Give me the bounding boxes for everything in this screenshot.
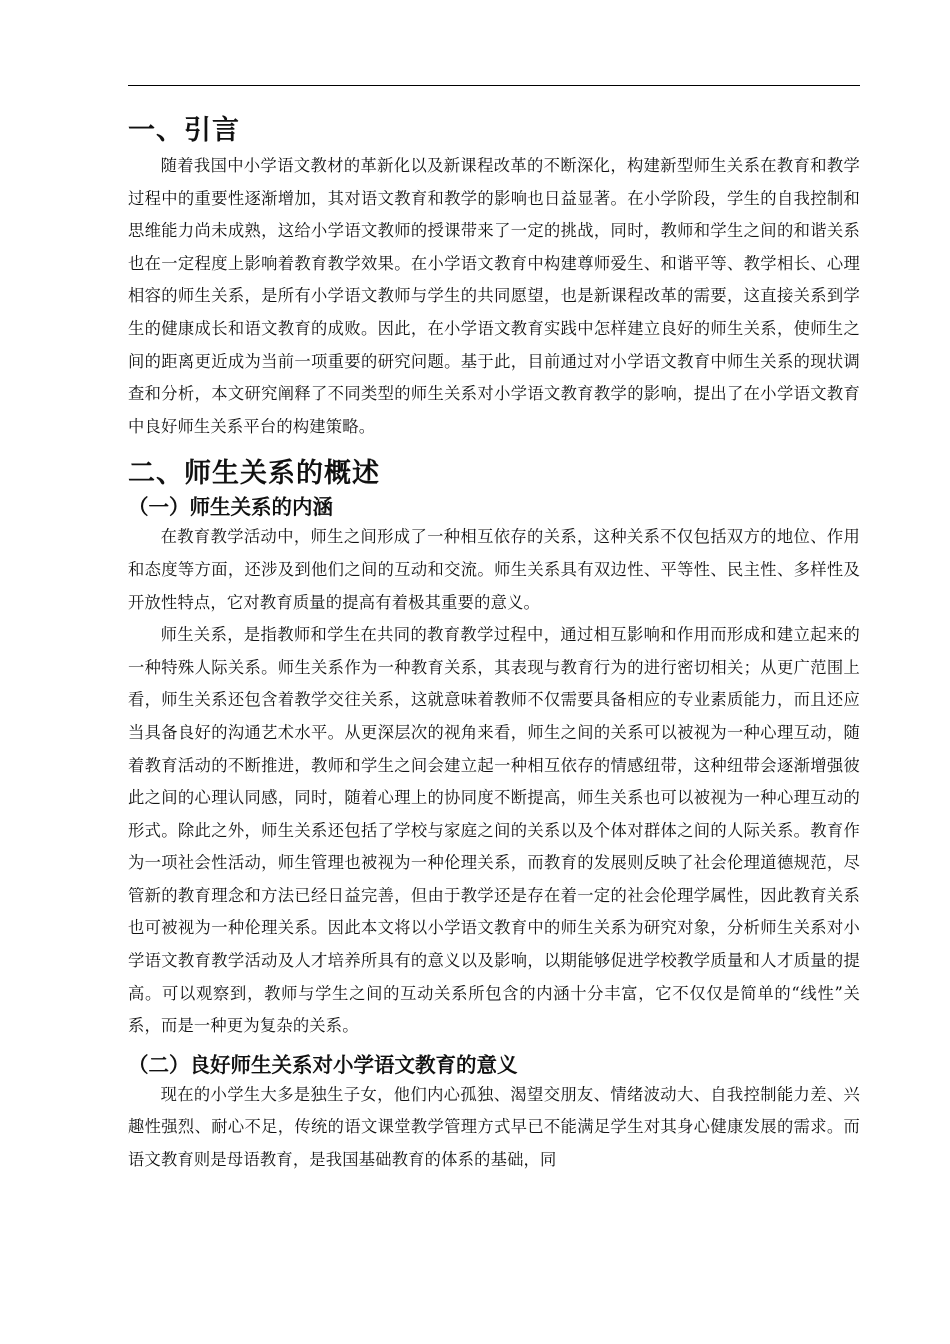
subsection-heading-significance: （二）良好师生关系对小学语文教育的意义: [128, 1052, 518, 1077]
subsection-heading-connotation: （一）师生关系的内涵: [128, 495, 333, 520]
section-heading-introduction: 一、引言: [128, 115, 240, 146]
body-paragraph: 师生关系，是指教师和学生在共同的教育教学过程中，通过相互影响和作用而形成和建立起来的一种特殊人际关系。师生关系作为一种教育关系，其表现与教育行为的进行密切相关；从更广范围上看，师生关系还包含着教学交往关系，这就意味着教师不仅需要具备相应的专业素质能力，而且还应当具备良好的沟通艺术水平。从更深层次的视角来看，师生之间的关系可以被视为一种心理互动，随着教育活动的不断推进，教师和学生之间会建立起一种相互依存的情感纽带，这种纽带会逐渐增强彼此之间的心理认同感，同时，随着心理上的协同度不断提高，师生关系也可以被视为一种心理互动的形式。除此之外，师生关系还包括了学校与家庭之间的关系以及个体对群体之间的人际关系。教育作为一项社会性活动，师生管理也被视为一种伦理关系，而教育的发展则反映了社会伦理道德规范，尽管新的教育理念和方法已经日益完善，但由于教学还是存在着一定的社会伦理学属性，因此教育关系也可被视为一种伦理关系。因此本文将以小学语文教育中的师生关系为研究对象，分析师生关系对小学语文教育教学活动及人才培养所具有的意义以及影响，以期能够促进学校教学质量和人才质量的提高。可以观察到，教师与学生之间的互动关系所包含的内涵十分丰富，它不仅仅是简单的“线性”关系，而是一种更为复杂的关系。: [128, 625, 860, 1036]
header-rule: [128, 85, 860, 86]
body-paragraph: 随着我国中小学语文教材的革新化以及新课程改革的不断深化，构建新型师生关系在教育和教学过程中的重要性逐渐增加，其对语文教育和教学的影响也日益显著。在小学阶段，学生的自我控制和思维能力尚未成熟，这给小学语文教师的授课带来了一定的挑战，同时，教师和学生之间的和谐关系也在一定程度上影响着教育教学效果。在小学语文教育中构建尊师爱生、和谐平等、教学相长、心理相容的师生关系，是所有小学语文教师与学生的共同愿望，也是新课程改革的需要，这直接关系到学生的健康成长和语文教育的成败。因此，在小学语文教育实践中怎样建立良好的师生关系，使师生之间的距离更近成为当前一项重要的研究问题。基于此，目前通过对小学语文教育中师生关系的现状调查和分析，本文研究阐释了不同类型的师生关系对小学语文教育教学的影响，提出了在小学语文教育中良好师生关系平台的构建策略。: [128, 156, 860, 436]
page-content: [128, 112, 860, 1177]
body-paragraph: 在教育教学活动中，师生之间形成了一种相互依存的关系，这种关系不仅包括双方的地位、作用和态度等方面，还涉及到他们之间的互动和交流。师生关系具有双边性、平等性、民主性、多样性及开放性特点，它对教育质量的提高有着极其重要的意义。: [128, 527, 860, 612]
body-paragraph: 现在的小学生大多是独生子女，他们内心孤独、渴望交朋友、情绪波动大、自我控制能力差、兴趣性强烈、耐心不足，传统的语文课堂教学管理方式早已不能满足学生对其身心健康发展的需求。而语文教育则是母语教育，是我国基础教育的体系的基础，同: [128, 1084, 860, 1170]
section-heading-overview: 二、师生关系的概述: [128, 458, 380, 490]
